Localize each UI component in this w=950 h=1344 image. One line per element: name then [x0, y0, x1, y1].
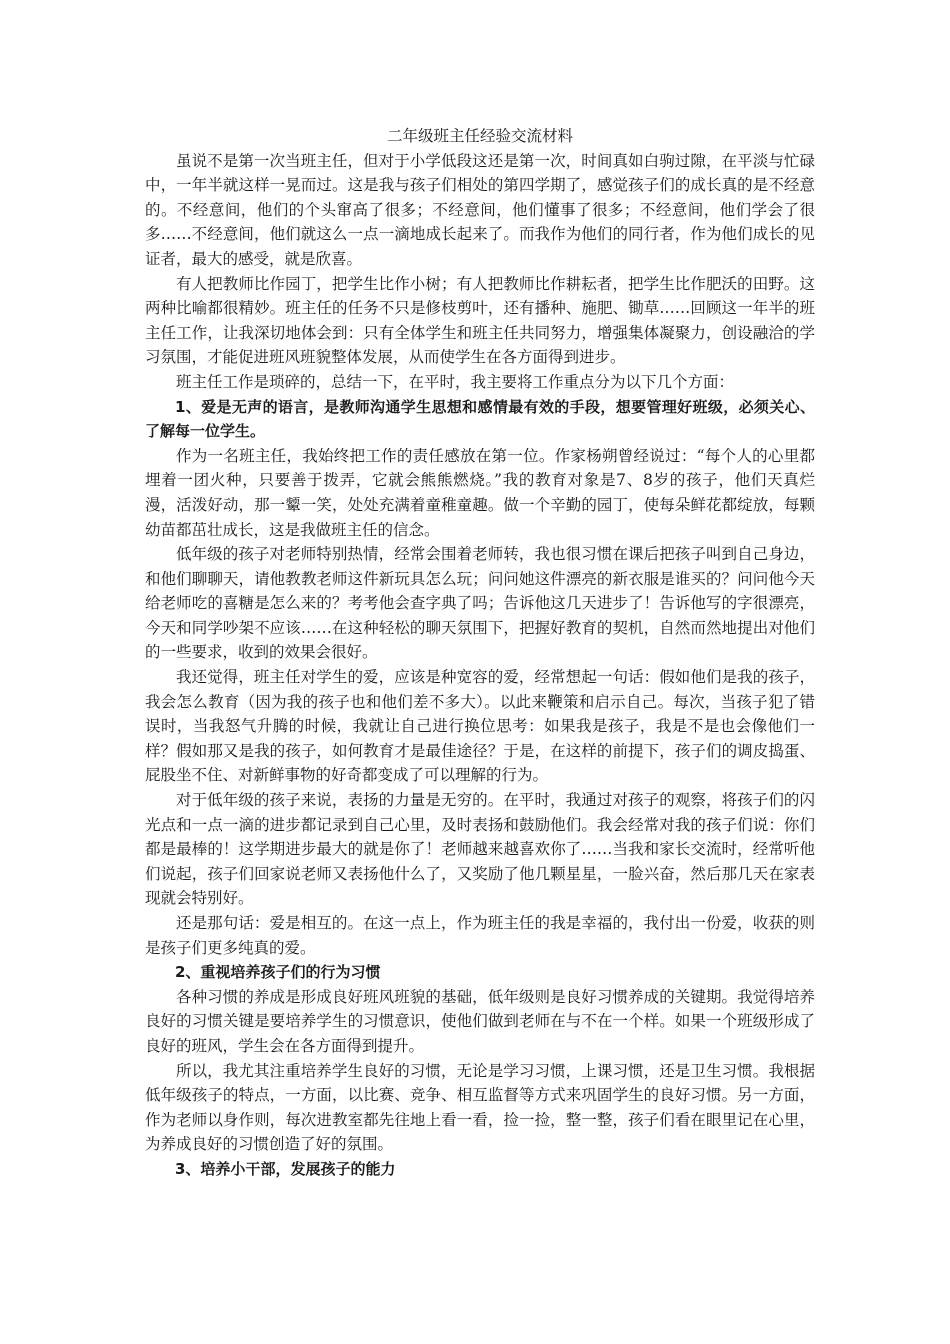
paragraph-habits-methods: 所以，我尤其注重培养学生良好的习惯，无论是学习习惯，上课习惯，还是卫生习惯。我根据低年级孩子的特点，一方面，以比赛、竞争、相互监督等方式来巩固学生的良好习惯。另一方面，作为老师以身作则，每次进教室都先往地上看一看，捡一捡，整一整，孩子们看在眼里记在心里，为养成良好的习惯创造了好的氛围。 — [145, 1061, 815, 1154]
section-heading-2: 2、重视培养孩子们的行为习惯 — [175, 963, 381, 982]
paragraph-habits-basis: 各种习惯的养成是形成良好班风班貌的基础，低年级则是良好习惯养成的关键期。我觉得培养良好的习惯关键是要培养学生的习惯意识，使他们做到老师在与不在一个样。如果一个班级形成了良好的班风，学生会在各方面得到提升。 — [145, 987, 815, 1055]
section-heading-3: 3、培养小干部，发展孩子的能力 — [175, 1159, 396, 1178]
paragraph-metaphor: 有人把教师比作园丁，把学生比作小树；有人把教师比作耕耘者，把学生比作肥沃的田野。这两种比喻都很精妙。班主任的任务不只是修枝剪叶，还有播种、施肥、锄草……回顾这一年半的班主任工作，让我深切地体会到：只有全体学生和班主任共同努力，增强集体凝聚力，创设融洽的学习氛围，才能促进班风班貌整体发展，从而使学生在各方面得到进步。 — [145, 274, 815, 367]
document-body — [145, 124, 815, 1182]
paragraph-tolerance: 我还觉得，班主任对学生的爱，应该是种宽容的爱，经常想起一句话：假如他们是我的孩子，我会怎么教育（因为我的孩子也和他们差不多大）。以此来鞭策和启示自己。每次，当孩子犯了错误时，当我怒气升腾的时候，我就让自己进行换位思考：如果我是孩子，我是不是也会像他们一样？假如那又是我的孩子，如何教育才是最佳途径？于是，在这样的前提下，孩子们的调皮捣蛋、屁股坐不住、对新鲜事物的好奇都变成了可以理解的行为。 — [145, 668, 815, 785]
section-heading-1: 1、爱是无声的语言，是教师沟通学生思想和感情最有效的手段，想要管理好班级，必须关心、了解每一位学生。 — [145, 397, 815, 441]
paragraph-responsibility: 作为一名班主任，我始终把工作的责任感放在第一位。作家杨朔曾经说过：“每个人的心里都埋着一团火种，只要善于拨弄，它就会熊熊燃烧。”我的教育对象是7、8岁的孩子，他们天真烂漫，活泼好动，那一颦一笑，处处充满着童稚童趣。做一个辛勤的园丁，使每朵鲜花都绽放，每颗幼苗都茁壮成长，这是我做班主任的信念。 — [145, 446, 815, 539]
paragraph-chat: 低年级的孩子对老师特别热情，经常会围着老师转，我也很习惯在课后把孩子叫到自己身边，和他们聊聊天，请他教教老师这件新玩具怎么玩；问问她这件漂亮的新衣服是谁买的？问问他今天给老师吃的喜糖是怎么来的？考考他会查字典了吗；告诉他这几天进步了！告诉他写的字很漂亮，今天和同学吵架不应该……在这种轻松的聊天氛围下，把握好教育的契机，自然而然地提出对他们的一些要求，收到的效果会很好。 — [145, 545, 815, 662]
paragraph-overview: 班主任工作是琐碎的，总结一下，在平时，我主要将工作重点分为以下几个方面： — [176, 372, 735, 391]
paragraph-intro: 虽说不是第一次当班主任，但对于小学低段这还是第一次，时间真如白驹过隙，在平淡与忙碌中，一年半就这样一晃而过。这是我与孩子们相处的第四学期了，感觉孩子们的成长真的是不经意的。不经意间，他们的个头窜高了很多；不经意间，他们懂事了很多；不经意间，他们学会了很多……不经意间，他们就这么一点一滴地成长起来了。而我作为他们的同行者，作为他们成长的见证者，最大的感受，就是欣喜。 — [145, 151, 815, 268]
paragraph-praise: 对于低年级的孩子来说，表扬的力量是无穷的。在平时，我通过对孩子的观察，将孩子们的闪光点和一点一滴的进步都记录到自己心里，及时表扬和鼓励他们。我会经常对我的孩子们说：你们都是最棒的！这学期进步最大的就是你了！老师越来越喜欢你了……当我和家长交流时，经常听他们说起，孩子们回家说老师又表扬他什么了，又奖励了他几颗星星，一脸兴奋，然后那几天在家表现就会特别好。 — [145, 791, 815, 908]
paragraph-mutual-love: 还是那句话：爱是相互的。在这一点上，作为班主任的我是幸福的，我付出一份爱，收获的则是孩子们更多纯真的爱。 — [145, 914, 815, 957]
document-title: 二年级班主任经验交流材料 — [386, 127, 573, 145]
